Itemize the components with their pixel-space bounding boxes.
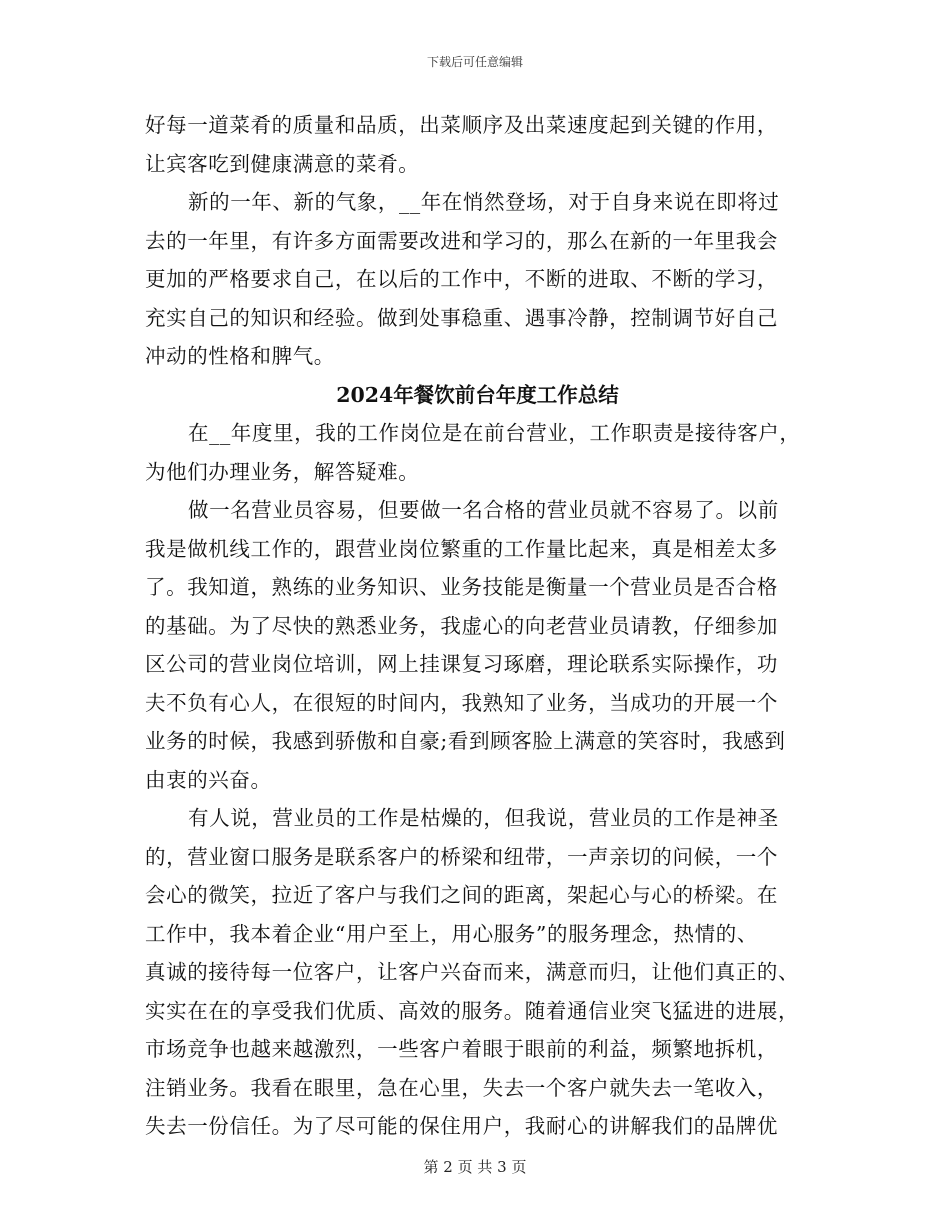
text-line: 真诚的接待每一位客户，让客户兴奋而来，满意而归，让他们真正的、: [145, 960, 800, 984]
text-line: 工作中，我本着企业“用户至上，用心服务”的服务理念，热情的、: [145, 921, 758, 946]
text-line: 为他们办理业务，解答疑难。: [145, 459, 420, 484]
text-line: 市场竞争也越来越激烈，一些客户着眼于眼前的利益，频繁地拆机，: [145, 1037, 778, 1061]
text-line: 业务的时候，我感到骄傲和自豪;看到顾客脸上满意的笑容时，我感到: [145, 729, 786, 753]
document-body: [145, 106, 810, 1146]
text-line: 夫不负有心人，在很短的时间内，我熟知了业务，当成功的开展一个: [145, 690, 778, 715]
text-line: 我是做机线工作的，跟营业岗位繁重的工作量比起来，真是相差太多: [145, 536, 778, 561]
text-line: 注销业务。我看在眼里，急在心里，失去一个客户就失去一笔收入，: [145, 1075, 778, 1100]
text-line: 新的一年、新的气象，__年在悄然登场，对于自身来说在即将过: [188, 190, 780, 214]
text-line: 充实自己的知识和经验。做到处事稳重、遇事冷静，控制调节好自己: [145, 305, 778, 330]
text-line: 了。我知道，熟练的业务知识、业务技能是衡量一个营业员是否合格: [145, 575, 778, 599]
section-title: 2024年餐饮前台年度工作总结: [336, 382, 619, 407]
text-line: 让宾客吃到健康满意的菜肴。: [145, 151, 420, 176]
text-line: 失去一份信任。为了尽可能的保住用户，我耐心的讲解我们的品牌优: [145, 1114, 778, 1138]
text-line: 实实在在的享受我们优质、高效的服务。随着通信业突飞猛进的进展，: [145, 998, 800, 1023]
text-line: 冲动的性格和脾气。: [145, 344, 335, 368]
text-line: 在__年度里，我的工作岗位是在前台营业，工作职责是接待客户，: [188, 421, 801, 445]
paragraph: [145, 491, 810, 799]
page-header: 下载后可任意编辑: [426, 55, 523, 69]
text-line: 区公司的营业岗位培训，网上挂课复习琢磨，理论联系实际操作，功: [145, 652, 778, 676]
text-line: 的，营业窗口服务是联系客户的桥梁和纽带，一声亲切的问候，一个: [145, 844, 778, 869]
text-line: 好每一道菜肴的质量和品质，出菜顺序及出菜速度起到关键的作用，: [145, 113, 778, 137]
paragraph: [145, 183, 810, 376]
text-line: 做一名营业员容易，但要做一名合格的营业员就不容易了。以前: [188, 498, 779, 522]
paragraph: [145, 799, 810, 1146]
text-line: 更加的严格要求自己，在以后的工作中，不断的进取、不断的学习，: [145, 267, 778, 291]
text-line: 有人说，营业员的工作是枯燥的，但我说，营业员的工作是神圣: [188, 806, 779, 830]
page-number-footer: 第 2 页 共 3 页: [423, 1158, 527, 1176]
text-line: 的基础。为了尽快的熟悉业务，我虚心的向老营业员请教，仔细参加: [145, 613, 778, 638]
paragraph: [145, 414, 810, 491]
text-line: 由衷的兴奋。: [145, 767, 272, 792]
text-line: 会心的微笑，拉近了客户与我们之间的距离，架起心与心的桥梁。在: [145, 883, 778, 907]
text-line: 去的一年里，有许多方面需要改进和学习的，那么在新的一年里我会: [145, 228, 778, 253]
paragraph-continuation: [145, 106, 810, 183]
